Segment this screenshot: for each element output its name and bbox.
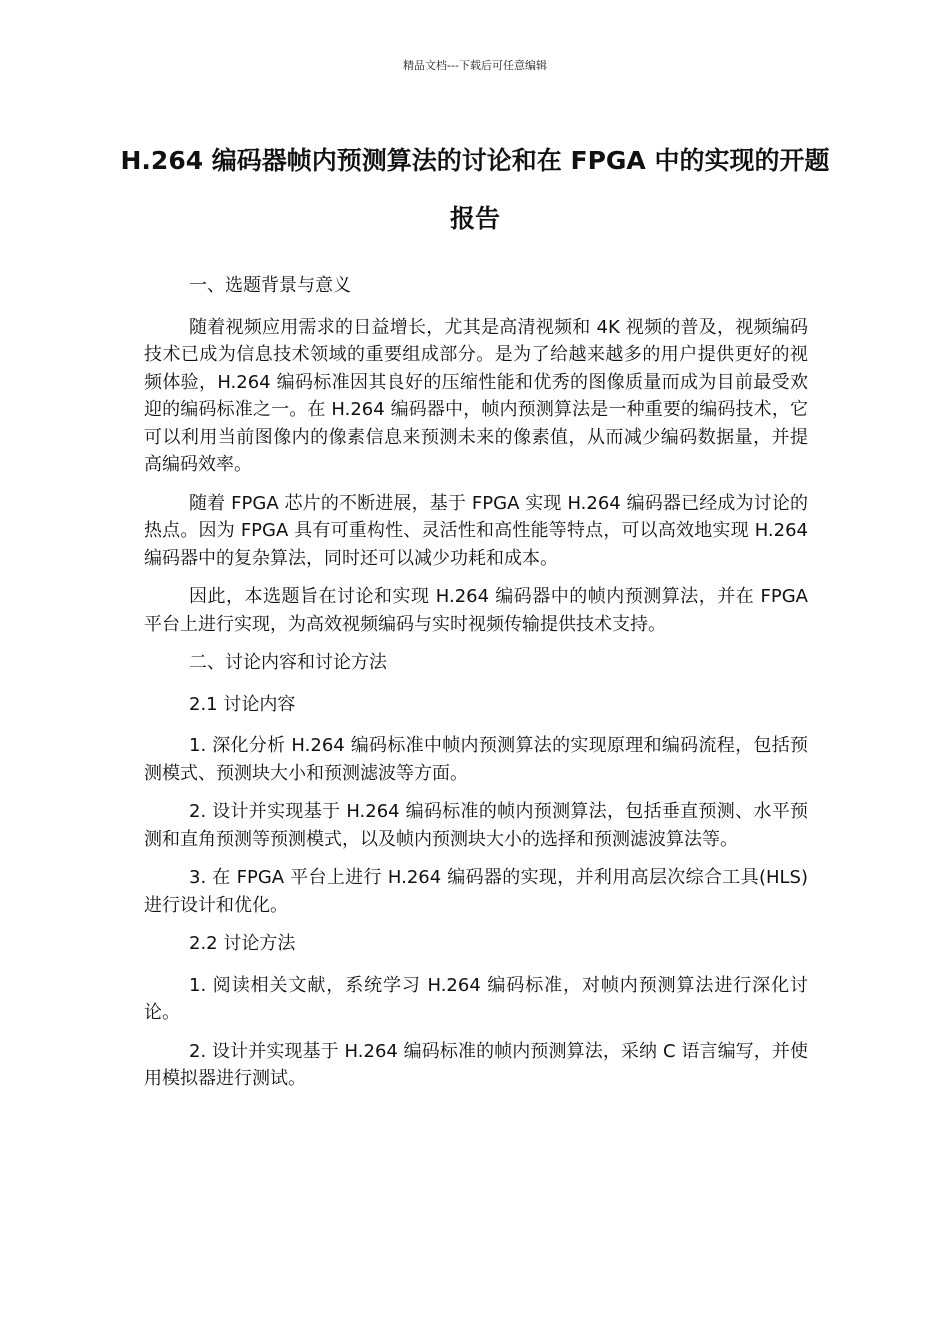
section-heading-background: 一、选题背景与意义 — [189, 275, 351, 296]
paragraph-background-1: 随着视频应用需求的日益增长，尤其是高清视频和 4K 视频的普及，视频编码技术已成为信息技术领域的重要组成部分。是为了给越来越多的用户提供更好的视频体验，H.264 编码标准因其良好的压缩性能和优秀的图像质量而成为目前最受欢迎的编码标准之一。在 H.264 编码器中，帧内预测算法是一种重要的编码技术，它可以利用当前图像内的像素信息来预测未来的像素值，从而减少编码数据量，并提高编码效率。 — [144, 316, 808, 475]
subsection-heading-content: 2.1 讨论内容 — [189, 693, 296, 715]
document-title: H.264 编码器帧内预测算法的讨论和在 FPGA 中的实现的开题报告 — [120, 146, 830, 233]
list-item-content-3: 3. 在 FPGA 平台上进行 H.264 编码器的实现，并利用高层次综合工具(HLS)进行设计和优化。 — [144, 867, 808, 916]
list-item-content-1: 1. 深化分析 H.264 编码标准中帧内预测算法的实现原理和编码流程，包括预测模式、预测块大小和预测滤波等方面。 — [144, 735, 808, 784]
list-item-method-1: 1. 阅读相关文献，系统学习 H.264 编码标准，对帧内预测算法进行深化讨论。 — [144, 974, 808, 1023]
list-item-method-2: 2. 设计并实现基于 H.264 编码标准的帧内预测算法，采纳 C 语言编写，并使用模拟器进行测试。 — [144, 1040, 808, 1089]
paragraph-background-3: 因此，本选题旨在讨论和实现 H.264 编码器中的帧内预测算法，并在 FPGA 平台上进行实现，为高效视频编码与实时视频传输提供技术支持。 — [144, 586, 808, 635]
document-body — [144, 272, 808, 1104]
paragraph-background-2: 随着 FPGA 芯片的不断进展，基于 FPGA 实现 H.264 编码器已经成为讨论的热点。因为 FPGA 具有可重构性、灵活性和高性能等特点，可以高效地实现 H.264 编码器中的复杂算法，同时还可以减少功耗和成本。 — [144, 492, 808, 569]
subsection-heading-method: 2.2 讨论方法 — [189, 933, 296, 954]
list-item-content-2: 2. 设计并实现基于 H.264 编码标准的帧内预测算法，包括垂直预测、水平预测和直角预测等预测模式，以及帧内预测块大小的选择和预测滤波算法等。 — [144, 801, 808, 850]
page-header: 精品文档---下载后可任意编辑 — [403, 59, 547, 72]
section-heading-content-method: 二、讨论内容和讨论方法 — [189, 652, 387, 673]
